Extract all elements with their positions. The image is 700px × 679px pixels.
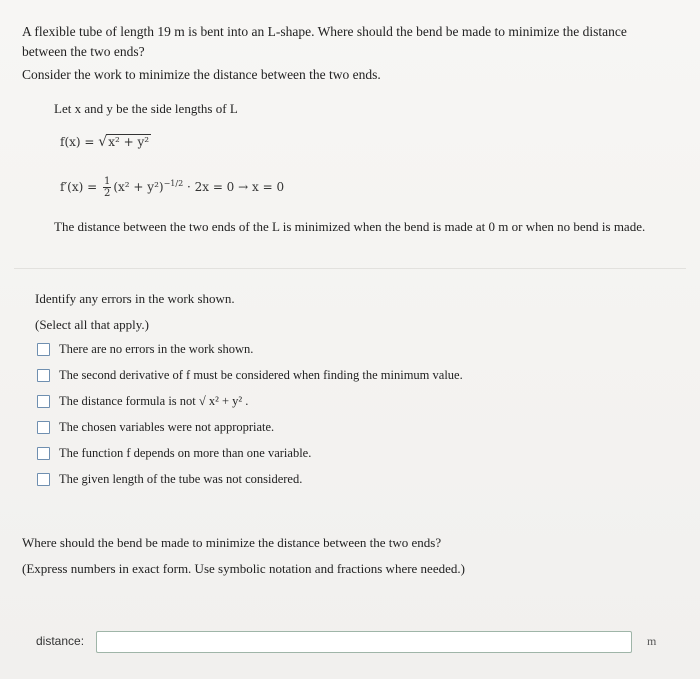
option-distance-formula[interactable] <box>37 392 248 410</box>
option-variables[interactable] <box>37 418 274 436</box>
checkbox[interactable] <box>37 395 50 408</box>
question-text: A flexible tube of length 19 m is bent into an L-shape. Where should the bend be made to minimize the distance between the two ends? <box>22 24 627 59</box>
option-multiple-variables[interactable] <box>37 444 311 462</box>
option-label: The given length of the tube was not considered. <box>59 471 303 486</box>
distance-unit: m <box>647 634 657 648</box>
option-label: There are no errors in the work shown. <box>59 341 254 356</box>
answer-prompt: Where should the bend be made to minimize the distance between the two ends? <box>22 535 442 550</box>
sqrt-icon: √ <box>98 134 108 150</box>
select-all-instruction: (Select all that apply.) <box>35 317 149 332</box>
identify-prompt: Identify any errors in the work shown. <box>35 291 235 306</box>
checkbox[interactable] <box>37 369 50 382</box>
divider <box>14 268 686 269</box>
conclusion-text: The distance between the two ends of the L is minimized when the bend is made at 0 m or when no bend is made. <box>54 219 646 234</box>
f-lhs: f(x) = <box>60 135 99 149</box>
fp-rest: · 2x = 0 → x = 0 <box>183 180 285 194</box>
fraction <box>103 176 111 199</box>
distance-label: distance: <box>36 634 85 648</box>
checkbox[interactable] <box>37 473 50 486</box>
f-equation <box>60 134 151 150</box>
f-radicand: x² + y² <box>108 135 150 149</box>
option-label: The function f depends on more than one variable. <box>59 445 312 460</box>
answer-instruction: (Express numbers in exact form. Use symbolic notation and fractions where needed.) <box>22 561 465 576</box>
checkbox[interactable] <box>37 447 50 460</box>
option-second-derivative[interactable] <box>37 366 463 384</box>
checkbox[interactable] <box>37 343 50 356</box>
option-no-errors[interactable] <box>37 340 253 358</box>
consider-text: Consider the work to minimize the distance between the two ends. <box>22 67 381 82</box>
fraction-numerator: 1 <box>103 176 111 187</box>
option-length-not-considered[interactable] <box>37 470 302 488</box>
option-label: The second derivative of f must be considered when finding the minimum value. <box>59 367 463 382</box>
fraction-denominator: 2 <box>103 188 111 199</box>
fp-exponent: −1/2 <box>163 179 184 188</box>
option-label: The chosen variables were not appropriate. <box>59 419 275 434</box>
fp-paren: (x² + y²) <box>113 180 164 194</box>
let-line: Let x and y be the side lengths of L <box>54 101 238 116</box>
distance-input[interactable] <box>96 631 632 653</box>
option-label: The distance formula is not √ x² + y² . <box>59 393 249 408</box>
fp-lhs: f′(x) = <box>60 180 101 194</box>
checkbox[interactable] <box>37 421 50 434</box>
derivative-equation <box>60 176 284 199</box>
